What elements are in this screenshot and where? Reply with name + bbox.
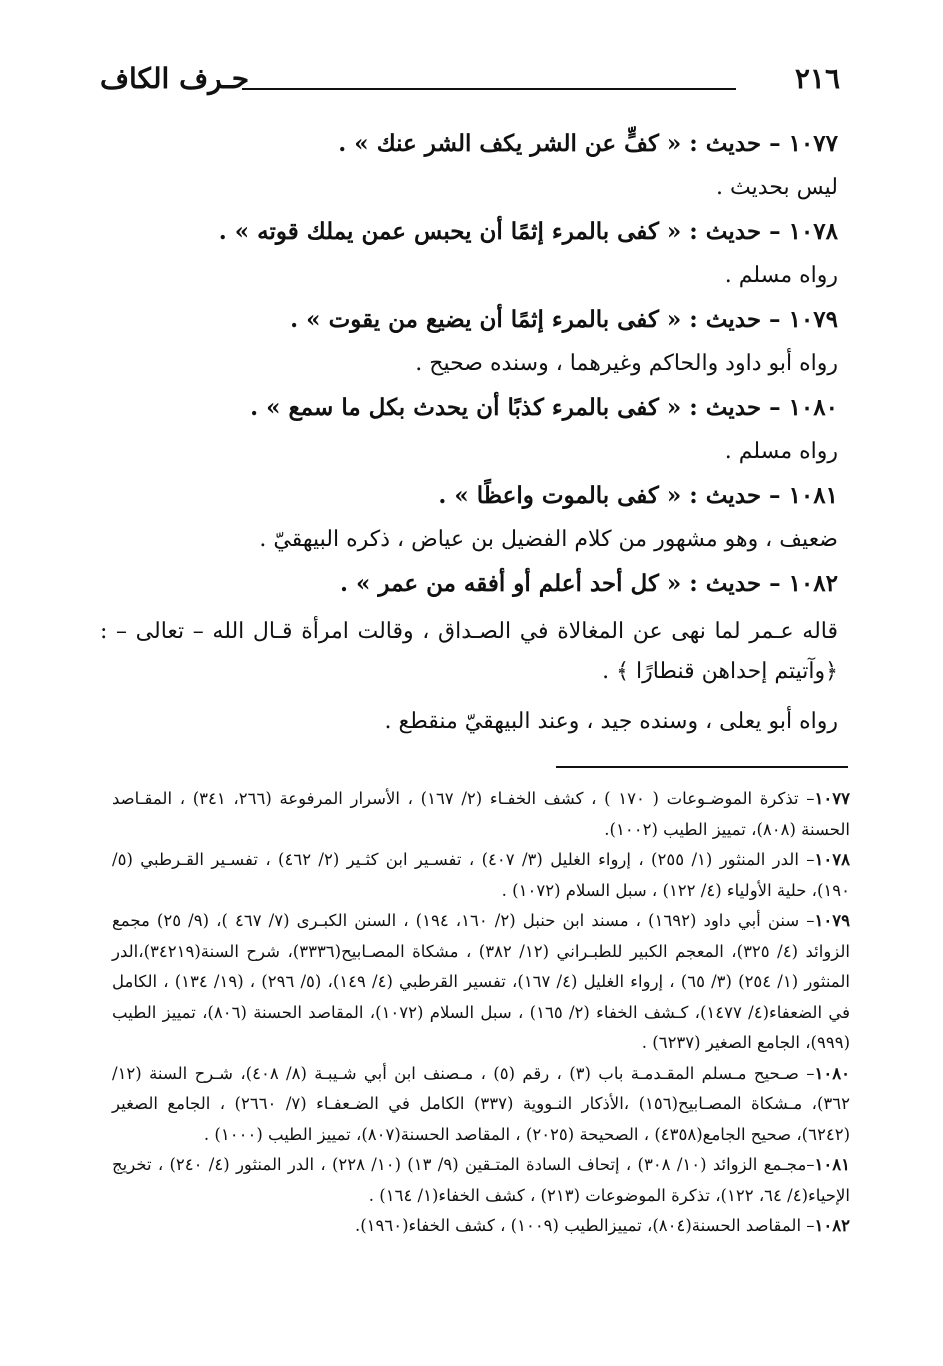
hadith-grading: ليس بحديث . bbox=[716, 175, 838, 200]
footnote-text: – سنن أبي داود (١٦٩٢) ، مسند ابن حنبل (٢/ ١٦٠، ١٩٤) ، السنن الكبـرى (٧/ ٤٦٧ )، (٩/ ٢٥) مجمع الزوائد (٤/ ٣٢٥)، المعجم الكبير للطبـراني (١٢/ ٣٨٢) ، مشكاة المصـابيح(٣٣٣٦)، شرح السنة(٣٤٢١٩)،الدر المنثور (١/ ٢٥٤) (٣/ ٦٥) ، إرواء الغليل (٤/ ١٦٧)، تفسير القرطبي (٤/ ١٤٩)، (٥/ ٢٩٦) ، (١٩/ ١٣٤) ، الكامل في الضعفاء(٤/ ١٤٧٧)، كـشف الخفاء (٢/ ١٦٥) ، سبل السلام (١٠٧٢)، المقاصد الحسنة (٨٠٦)، تمييز الطيب (٩٩٩)، الجامع الصغير (٦٢٣٧) . bbox=[112, 911, 851, 1052]
footnote bbox=[112, 1059, 850, 1151]
hadith-grading: ضعيف ، وهو مشهور من كلام الفضيل بن عياض ، ذكره البيهقيّ . bbox=[259, 527, 838, 552]
footnote-divider bbox=[556, 766, 848, 768]
footnote-number: ١٠٨٠ bbox=[814, 1063, 850, 1083]
hadith-grading: رواه مسلم . bbox=[724, 263, 838, 288]
footnote-text: – الدر المنثور (١/ ٢٥٥) ، إرواء الغليل (٣/ ٤٠٧) ، تفسـير ابن كثـير (٢/ ٤٦٢) ، تفسـير القـرطبي (٥/ ١٩٠)، حلية الأولياء (٤/ ١٢٢) ، سبل السلام (١٠٧٢) . bbox=[112, 850, 850, 900]
footnote-text: – المقاصد الحسنة(٨٠٤)، تمييزالطيب (١٠٠٩) ، كشف الخفاء(١٩٦٠). bbox=[354, 1216, 815, 1235]
footnote-text: – تذكرة الموضـوعات ( ١٧٠ ) ، كشف الخفـاء (٢/ ١٦٧) ، الأسرار المرفوعة (٢٦٦، ٣٤١) ، المقـاصد الحسنة (٨٠٨)، تمييز الطيب (١٠٠٢). bbox=[112, 789, 850, 839]
footnote-number: ١٠٧٧ bbox=[814, 789, 850, 808]
hadith-entries bbox=[100, 122, 838, 744]
footnote bbox=[112, 784, 850, 845]
footnote-text: –مجـمع الزوائد (١٠/ ٣٠٨) ، إتحاف السادة المتـقين (٩/ ١٣) (١٠/ ٢٢٨) ، الدر المنثور (٤/ ٢٤٠) ، تخريج الإحياء(٤/ ٦٤، ١٢٢)، تذكرة الموضوعات (٢١٣) ، كشف الخفاء(١/ ١٦٤) . bbox=[112, 1155, 850, 1205]
hadith-grading: قاله عـمر لما نهى عن المغالاة في الصـداق ، وقالت امرأة قـال الله – تعالى – : ﴿وآتيتم إحداهن قنطارًا ﴾ . bbox=[100, 619, 838, 684]
footnote-number: ١٠٧٨ bbox=[814, 850, 850, 869]
hadith-heading: ١٠٧٧ – حديث : « كفٍّ عن الشر يكف الشر عنك » . bbox=[338, 130, 838, 157]
hadith-heading: ١٠٨٢ – حديث : « كل أحد أعلم أو أفقه من عمر » . bbox=[339, 570, 838, 597]
hadith-heading: ١٠٧٩ – حديث : « كفى بالمرء إثمًا أن يضيع من يقوت » . bbox=[290, 306, 838, 333]
footnotes bbox=[112, 784, 850, 1242]
hadith-heading: ١٠٨١ – حديث : « كفى بالموت واعظًا » . bbox=[438, 482, 838, 509]
footnote bbox=[112, 1150, 850, 1211]
chapter-title: حـرف الكاف bbox=[100, 62, 250, 95]
hadith-extra: رواه أبو يعلى ، وسنده جيد ، وعند البيهقيّ منقطع . bbox=[384, 709, 838, 734]
hadith-grading: رواه أبو داود والحاكم وغيرهما ، وسنده صحيح . bbox=[415, 351, 838, 376]
footnote bbox=[112, 906, 850, 1059]
hadith-heading: ١٠٧٨ – حديث : « كفى بالمرء إثمًا أن يحبس عمن يملك قوته » . bbox=[218, 218, 838, 245]
page-header bbox=[100, 62, 840, 106]
footnote-number: ١٠٨٢ bbox=[814, 1216, 850, 1235]
footnote bbox=[112, 845, 850, 906]
page-number: ٢١٦ bbox=[794, 62, 840, 95]
footnote-text: – صـحيح مـسلم المقـدمـة باب (٣) ، رقم (٥) ، مـصنف ابن أبي شـيبـة (٨/ ٤٠٨)، شـرح السنة (١٢/ ٣٦٢)، مـشكاة المصـابيح(١٥٦) ،الأذكار النـووية (٣٣٧) الكامل في الضـعفـاء (٧/ ٢٦٦٠) ، الجامع الصغير (٦٢٤٢)، صحيح الجامع(٤٣٥٨) ، الصحيحة (٢٠٢٥) ، المقاصد الحسنة(٨٠٧)، تمييز الطيب (١٠٠٠) . bbox=[112, 1063, 851, 1144]
footnote-number: ١٠٨١ bbox=[814, 1155, 850, 1174]
footnote bbox=[112, 1211, 850, 1242]
header-rule bbox=[242, 88, 736, 90]
footnote-number: ١٠٧٩ bbox=[814, 911, 850, 930]
hadith-heading: ١٠٨٠ – حديث : « كفى بالمرء كذبًا أن يحدث بكل ما سمع » . bbox=[250, 394, 838, 421]
hadith-grading: رواه مسلم . bbox=[724, 439, 838, 464]
